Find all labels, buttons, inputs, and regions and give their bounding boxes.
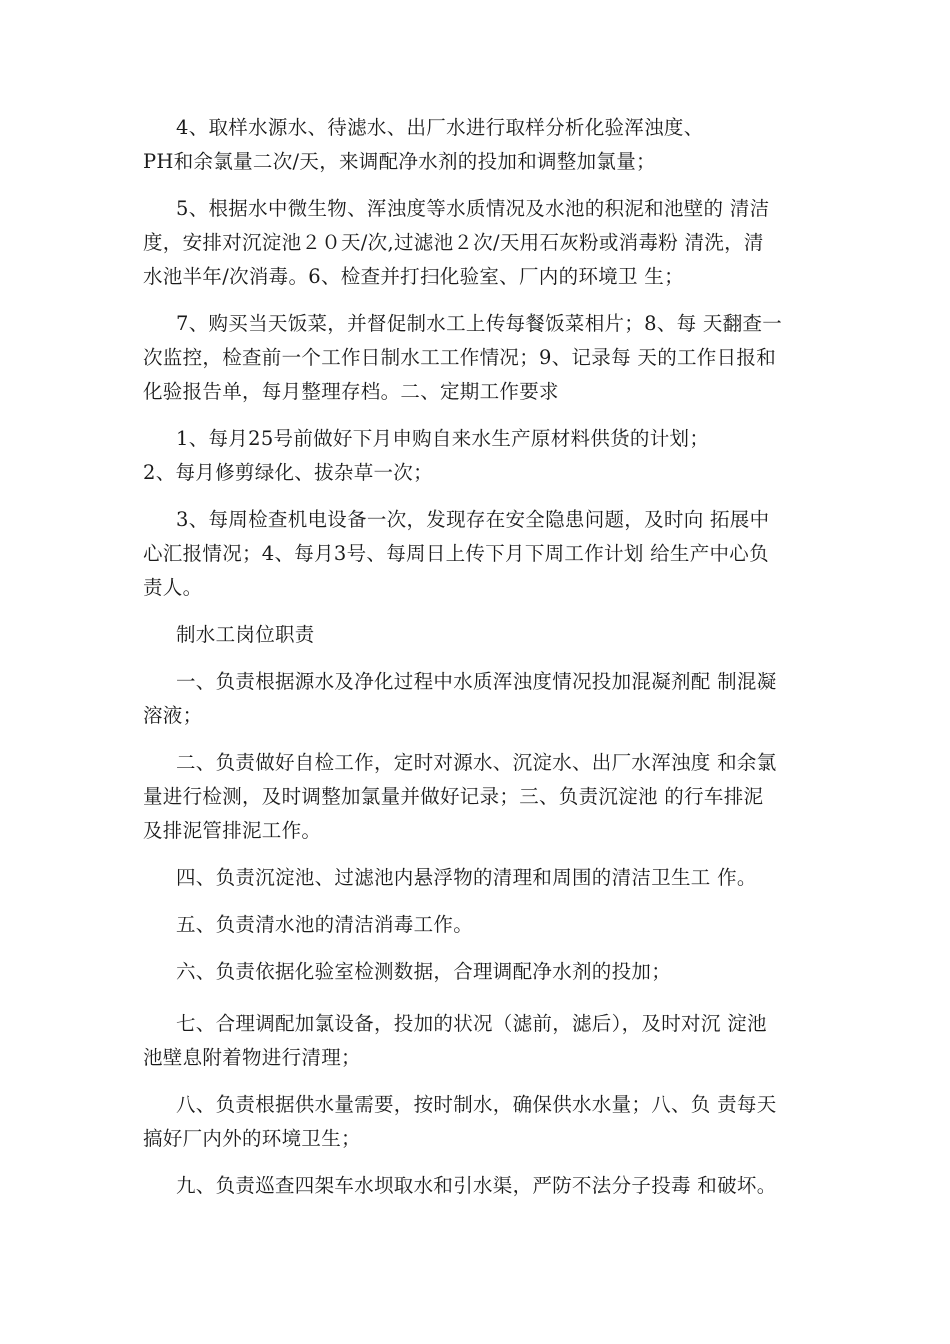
- paragraph-line: 度，安排对沉淀池２０天/次,过滤池２次/天用石灰粉或消毒粉 清洗，清: [143, 231, 764, 254]
- paragraph-line: 责人。: [143, 576, 203, 599]
- paragraph-line: 3、每周检查机电设备一次，发现存在安全隐患问题，及时向 拓展中: [176, 508, 770, 531]
- paragraph-line: 七、合理调配加氯设备，投加的状况（滤前，滤后），及时对沉 淀池: [176, 1012, 767, 1035]
- paragraph-line: 量进行检测，及时调整加氯量并做好记录；三、负责沉淀池 的行车排泥: [143, 785, 764, 808]
- paragraph-line: 五、负责清水池的清洁消毒工作。: [176, 913, 474, 936]
- paragraph-line: 化验报告单，每月整理存档。二、定期工作要求: [143, 380, 559, 403]
- paragraph-line: 水池半年/次消毒。6、检查并打扫化验室、厂内的环境卫 生；: [143, 265, 684, 288]
- paragraph-line: 八、负责根据供水量需要，按时制水，确保供水水量；八、负 责每天: [176, 1093, 777, 1116]
- paragraph-line: 溶液；: [143, 704, 203, 727]
- paragraph-line: 池壁息附着物进行清理；: [143, 1046, 361, 1069]
- paragraph-line: 六、负责依据化验室检测数据，合理调配净水剂的投加；: [176, 960, 672, 983]
- paragraph-line: 5、根据水中微生物、浑浊度等水质情况及水池的积泥和池壁的 清洁: [176, 197, 770, 220]
- paragraph-line: 心汇报情况；4、每月3号、每周日上传下月下周工作计划 给生产中心负: [143, 542, 769, 565]
- paragraph-line: PH和余氯量二次/天，来调配净水剂的投加和调整加氯量；: [143, 150, 656, 173]
- paragraph-line: 九、负责巡查四架车水坝取水和引水渠，严防不法分子投毒 和破坏。: [176, 1174, 777, 1197]
- paragraph-line: 四、负责沉淀池、过滤池内悬浮物的清理和周围的清洁卫生工 作。: [176, 866, 757, 889]
- paragraph-line: 搞好厂内外的环境卫生；: [143, 1127, 361, 1150]
- paragraph-line: 一、负责根据源水及净化过程中水质浑浊度情况投加混凝剂配 制混凝: [176, 670, 777, 693]
- paragraph-line: 2、每月修剪绿化、拔杂草一次；: [143, 461, 433, 484]
- paragraph-line: 次监控，检查前一个工作日制水工工作情况；9、记录每 天的工作日报和: [143, 346, 777, 369]
- paragraph-line: 4、取样水源水、待滤水、出厂水进行取样分析化验浑浊度、: [176, 116, 704, 139]
- paragraph-line: 二、负责做好自检工作，定时对源水、沉淀水、出厂水浑浊度 和余氯: [176, 751, 777, 774]
- paragraph-line: 7、购买当天饭菜，并督促制水工上传每餐饭菜相片；8、每 天翻查一: [176, 312, 783, 335]
- paragraph-line: 及排泥管排泥工作。: [143, 819, 322, 842]
- paragraph-line: 1、每月25号前做好下月申购自来水生产原材料供货的计划；: [176, 427, 710, 450]
- section-heading: 制水工岗位职责: [176, 623, 315, 646]
